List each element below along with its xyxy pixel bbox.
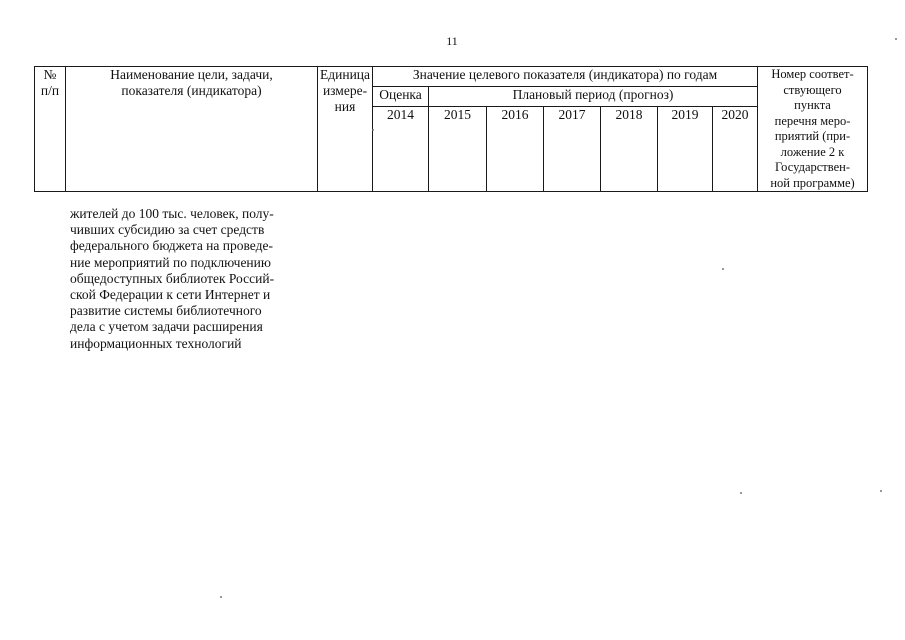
page-number: 11 (446, 34, 458, 48)
header-year-2017: 2017 (544, 107, 601, 192)
header-activity-reference: Номер соответ- ствующего пункта перечня меро- приятий (при- ложение 2 к Государствен- ной программе) (758, 67, 868, 192)
scan-speck (895, 38, 897, 40)
header-year-2019: 2019 (658, 107, 713, 192)
header-estimate: Оценка (373, 87, 429, 107)
indicator-name-continuation: жителей до 100 тыс. человек, полу- чивших субсидию за счет средств федерального бюджета на проведе- ние мероприятий по подключению общедоступных библиотек Россий- ской Федерации к сети Интернет и развитие системы библиотечного дела с учетом задачи расширения информационных технологий (70, 206, 275, 351)
scan-speck (372, 129, 374, 131)
header-indicator-name: Наименование цели, задачи, показателя (индикатора) (66, 67, 318, 192)
header-year-2016: 2016 (487, 107, 544, 192)
header-planned-period: Плановый период (прогноз) (429, 87, 758, 107)
header-year-2014: 2014 (373, 107, 429, 192)
header-year-2020: 2020 (713, 107, 758, 192)
scan-speck (722, 268, 724, 270)
header-row-number: № п/п (35, 67, 66, 192)
header-unit: Единица измере- ния (318, 67, 373, 192)
indicators-table (34, 66, 868, 192)
header-year-2018: 2018 (601, 107, 658, 192)
scan-speck (740, 492, 742, 494)
header-year-2015: 2015 (429, 107, 487, 192)
header-indicator-values: Значение целевого показателя (индикатора) по годам (373, 67, 758, 87)
scan-speck (880, 490, 882, 492)
scan-speck (220, 596, 222, 598)
